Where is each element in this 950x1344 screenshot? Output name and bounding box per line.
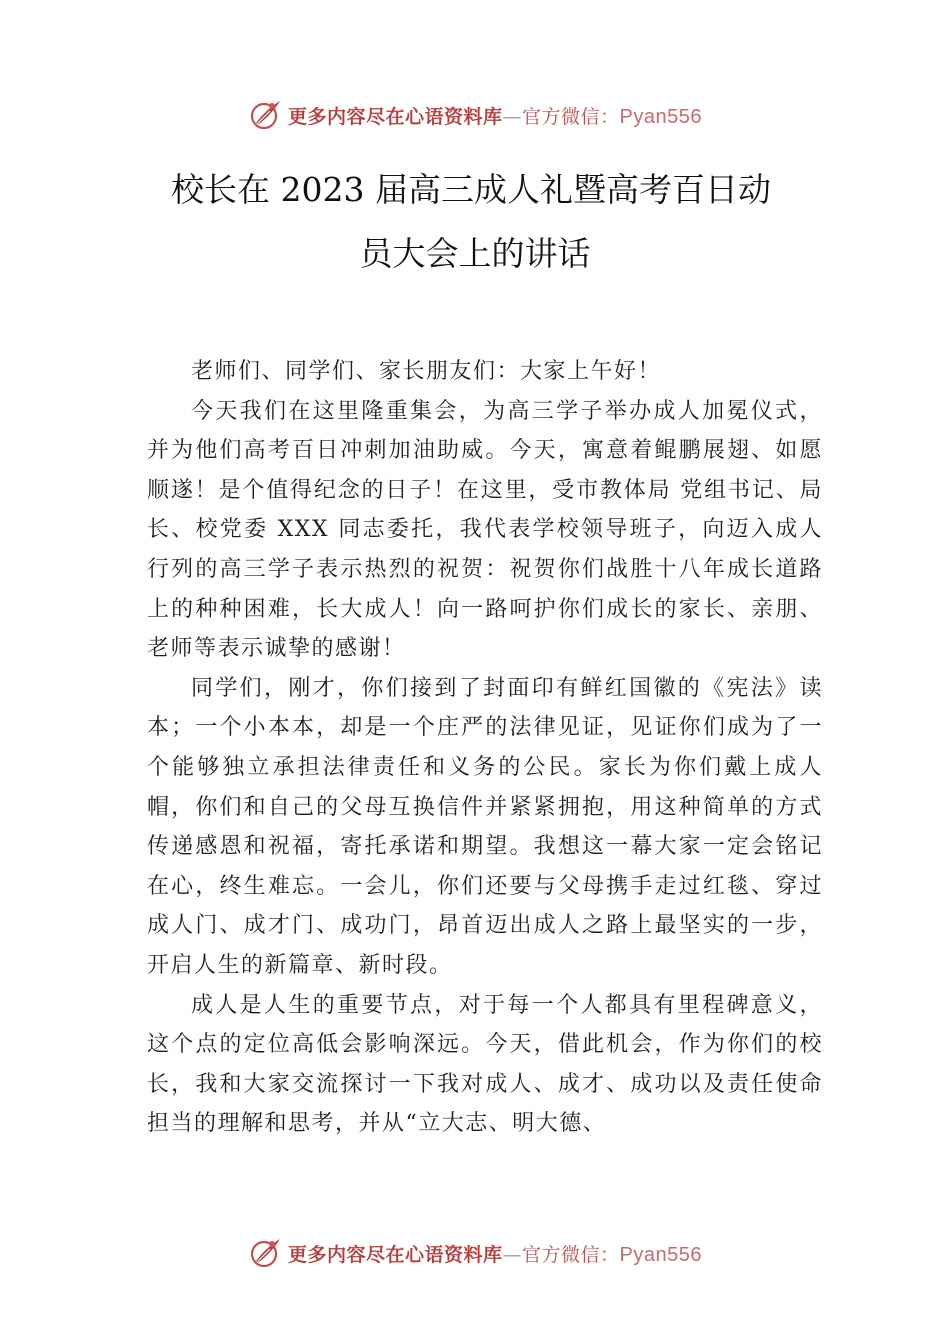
quill-pen-logo-icon: [248, 97, 284, 133]
banner-wechat-label: 官方微信：: [522, 105, 620, 128]
banner-separator: —: [502, 105, 523, 128]
banner-wechat-id: Pyan556: [619, 1243, 702, 1266]
title-line-2: 员大会上的讲话: [359, 234, 591, 273]
paragraph: 同学们，刚才，你们接到了封面印有鲜红国徽的《宪法》读本；一个小本本，却是一个庄严的法律见证，见证你们成为了一个能够独立承担法律责任和义务的公民。家长为你们戴上成人帽，你们和自己的父母互换信件并紧紧拥抱，用这种简单的方式传递感恩和祝福，寄托承诺和期望。我想这一幕大家一定会铭记在心，终生难忘。一会儿，你们还要与父母携手走过红毯、穿过成人门、成才门、成功门，昂首迈出成人之路上最坚实的一步，开启人生的新篇章、新时段。: [147, 675, 823, 978]
banner-brand: 更多内容尽在心语资料库: [288, 1243, 503, 1266]
document-title: [0, 165, 950, 279]
footer-banner: [0, 1233, 950, 1273]
banner-text: [288, 1240, 702, 1267]
banner-separator: —: [502, 1243, 523, 1266]
paragraph: 成人是人生的重要节点，对于每一个人都具有里程碑意义，这个点的定位高低会影响深远。今天，借此机会，作为你们的校长，我和大家交流探讨一下我对成人、成才、成功以及责任使命担当的理解和思考，并从“立大志、明大德、: [147, 992, 823, 1137]
header-banner: [0, 95, 950, 135]
quill-pen-logo-icon: [248, 1235, 284, 1271]
banner-brand: 更多内容尽在心语资料库: [288, 105, 503, 128]
banner-text: [288, 102, 702, 129]
banner-wechat-id: Pyan556: [619, 105, 702, 128]
document-body: [147, 352, 823, 1144]
paragraph-greeting: 老师们、同学们、家长朋友们：大家上午好！: [191, 359, 662, 384]
paragraph: 今天我们在这里隆重集会，为高三学子举办成人加冕仪式，并为他们高考百日冲刺加油助威。今天，寓意着鲲鹏展翅、如愿顺遂！是个值得纪念的日子！在这里，受市教体局 党组书记、局长、校党委 XXX 同志委托，我代表学校领导班子，向迈入成人行列的高三学子表示热烈的祝贺：祝贺你们战胜十八年成长道路上的种种困难，长大成人！向一路呵护你们成长的家长、亲朋、老师等表示诚挚的感谢！: [147, 398, 823, 662]
banner-wechat-label: 官方微信：: [522, 1243, 620, 1266]
title-line-1: 校长在 2023 届高三成人礼暨高考百日动: [171, 170, 771, 209]
